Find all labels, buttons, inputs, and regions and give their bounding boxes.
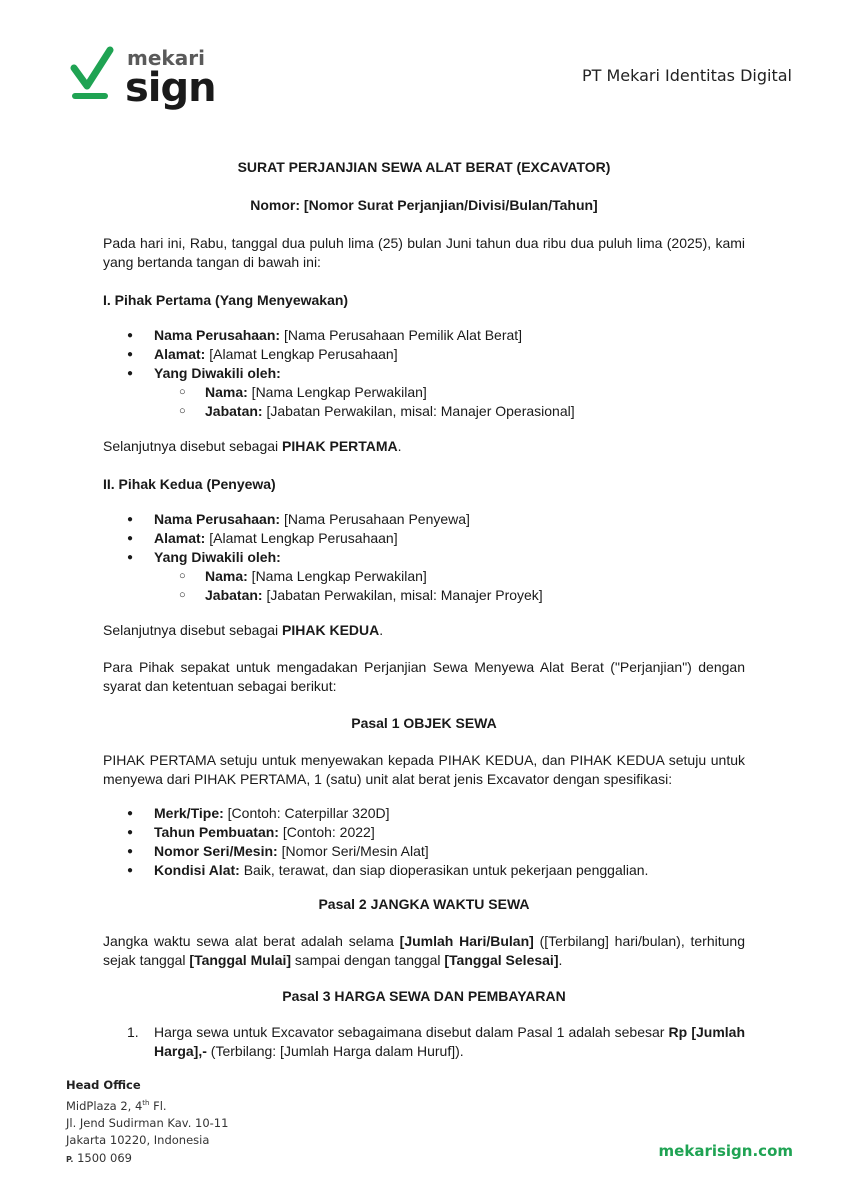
list-item: ○ Nama: [Nama Lengkap Perwakilan]	[103, 383, 745, 402]
list-item: ○ Jabatan: [Jabatan Perwakilan, misal: Manajer Proyek]	[103, 586, 745, 605]
document-body	[103, 158, 745, 1061]
article3-title: Pasal 3 HARGA SEWA DAN PEMBAYARAN	[282, 988, 566, 1004]
address-line: MidPlaza 2, 4th Fl.	[66, 1098, 167, 1113]
article2-body: Jangka waktu sewa alat berat adalah selama [Jumlah Hari/Bulan] ([Terbilang] hari/bulan), terhitung sejak tanggal [Tanggal Mulai] sampai dengan tanggal [Tanggal Selesai].	[103, 933, 745, 968]
list-item: ● Yang Diwakili oleh:	[103, 364, 745, 383]
article2-title: Pasal 2 JANGKA WAKTU SEWA	[318, 896, 530, 912]
brand-name-small: mekari	[127, 46, 205, 70]
phone-line: P. 1500 069	[66, 1150, 132, 1165]
brand-name-large: sign	[125, 65, 216, 111]
agreement-paragraph: Para Pihak sepakat untuk mengadakan Perjanjian Sewa Menyewa Alat Berat ("Perjanjian") dengan syarat dan ketentuan sebagai berikut:	[103, 659, 745, 694]
list-item: ● Alamat: [Alamat Lengkap Perusahaan]	[103, 345, 745, 364]
list-item: 1. Harga sewa untuk Excavator sebagaimana disebut dalam Pasal 1 adalah sebesar Rp [Jumlah Harga],- (Terbilang: [Jumlah Harga dalam Huruf]).	[127, 1024, 745, 1059]
address-line: Jl. Jend Sudirman Kav. 10-11	[66, 1115, 229, 1130]
head-office-heading: Head Office	[66, 1078, 141, 1092]
party2-rep-list	[103, 567, 745, 605]
document-number: Nomor: [Nomor Surat Perjanjian/Divisi/Bulan/Tahun]	[250, 197, 598, 213]
party1-list	[103, 326, 745, 383]
article1-spec-list	[103, 804, 745, 880]
party1-heading: I. Pihak Pertama (Yang Menyewakan)	[103, 292, 349, 308]
party1-closing: Selanjutnya disebut sebagai PIHAK PERTAMA.	[103, 438, 402, 454]
list-item: ○ Nama: [Nama Lengkap Perwakilan]	[103, 567, 745, 586]
article3-list	[103, 1023, 745, 1061]
checkmark-logo-icon	[70, 46, 120, 102]
article1-body: PIHAK PERTAMA setuju untuk menyewakan kepada PIHAK KEDUA, dan PIHAK KEDUA setuju untuk menyewa dari PIHAK PERTAMA, 1 (satu) unit alat berat jenis Excavator dengan spesifikasi:	[103, 752, 745, 787]
list-item: ● Nomor Seri/Mesin: [Nomor Seri/Mesin Alat]	[103, 842, 745, 861]
list-item: ● Merk/Tipe: [Contoh: Caterpillar 320D]	[103, 804, 745, 823]
article1-title: Pasal 1 OBJEK SEWA	[351, 715, 497, 731]
list-item: ● Kondisi Alat: Baik, terawat, dan siap dioperasikan untuk pekerjaan penggalian.	[103, 861, 745, 880]
list-item: ● Tahun Pembuatan: [Contoh: 2022]	[103, 823, 745, 842]
intro-paragraph: Pada hari ini, Rabu, tanggal dua puluh lima (25) bulan Juni tahun dua ribu dua puluh lima (2025), kami yang bertanda tangan di bawah ini:	[103, 235, 745, 270]
list-item: ○ Jabatan: [Jabatan Perwakilan, misal: Manajer Operasional]	[103, 402, 745, 421]
company-name: PT Mekari Identitas Digital	[581, 66, 792, 85]
list-item: ● Nama Perusahaan: [Nama Perusahaan Pemilik Alat Berat]	[103, 326, 745, 345]
mekari-sign-logo	[70, 46, 220, 116]
party1-rep-list	[103, 383, 745, 421]
website-link[interactable]: mekarisign.com	[658, 1142, 793, 1160]
party2-list	[103, 510, 745, 567]
list-item: ● Alamat: [Alamat Lengkap Perusahaan]	[103, 529, 745, 548]
list-item: ● Nama Perusahaan: [Nama Perusahaan Penyewa]	[103, 510, 745, 529]
list-item: ● Yang Diwakili oleh:	[103, 548, 745, 567]
head-office-address	[66, 1077, 228, 1168]
party2-closing: Selanjutnya disebut sebagai PIHAK KEDUA.	[103, 622, 384, 638]
document-title: SURAT PERJANJIAN SEWA ALAT BERAT (EXCAVATOR)	[237, 159, 611, 175]
party2-heading: II. Pihak Kedua (Penyewa)	[103, 476, 276, 492]
address-line: Jakarta 10220, Indonesia	[66, 1133, 210, 1148]
